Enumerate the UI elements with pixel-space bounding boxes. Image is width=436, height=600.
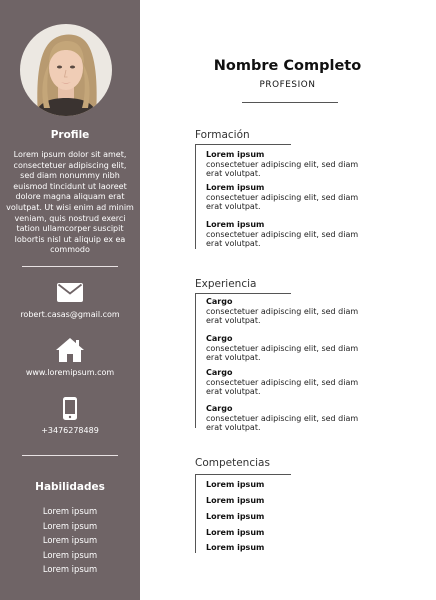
competencia-item: Lorem ipsum [206, 528, 265, 537]
section-bracket [195, 475, 198, 553]
sidebar [0, 0, 140, 600]
entry-heading: Cargo [206, 368, 233, 377]
experiencia-entry [206, 334, 366, 363]
section-rule [195, 293, 291, 294]
entry-text: consectetuer adipiscing elit, sed diam erat volutpat. [206, 343, 359, 363]
formacion-entry [206, 220, 366, 249]
competencia-item: Lorem ipsum [206, 496, 265, 505]
section-title-experiencia: Experiencia [195, 278, 257, 290]
profile-heading: Profile [50, 129, 90, 141]
full-name: Nombre Completo [213, 58, 362, 74]
entry-text: consectetuer adipiscing elit, sed diam erat volutpat. [206, 377, 359, 397]
section-title-competencias: Competencias [195, 457, 270, 469]
competencia-item: Lorem ipsum [206, 543, 265, 552]
skills-heading: Habilidades [35, 481, 105, 493]
phone-text: +3476278489 [41, 426, 99, 435]
entry-text: consectetuer adipiscing elit, sed diam erat volutpat. [206, 306, 359, 326]
profession: PROFESION [259, 80, 316, 90]
email-text[interactable]: robert.casas@gmail.com [20, 310, 120, 319]
entry-text: consectetuer adipiscing elit, sed diam erat volutpat. [206, 413, 359, 433]
envelope-icon [0, 283, 140, 302]
entry-text: consectetuer adipiscing elit, sed diam erat volutpat. [206, 192, 359, 212]
sidebar-divider [22, 455, 118, 456]
skill-item: Lorem ipsum [42, 564, 98, 575]
entry-heading: Cargo [206, 404, 233, 413]
competencia-item: Lorem ipsum [206, 512, 265, 521]
entry-heading: Cargo [206, 334, 233, 343]
skill-item: Lorem ipsum [42, 506, 98, 516]
skill-item: Lorem ipsum [42, 520, 98, 531]
home-icon [0, 337, 140, 363]
entry-heading: Cargo [206, 297, 233, 306]
experiencia-entry [206, 297, 366, 326]
section-bracket [195, 145, 198, 249]
skill-item: Lorem ipsum [42, 549, 98, 560]
experiencia-entry [206, 404, 366, 433]
mobile-phone-icon [0, 397, 140, 420]
entry-heading: Lorem ipsum [206, 220, 265, 229]
entry-heading: Lorem ipsum [206, 183, 265, 192]
skill-item: Lorem ipsum [42, 535, 98, 546]
section-rule [195, 474, 291, 475]
sidebar-divider [22, 266, 118, 267]
formacion-entry [206, 183, 366, 212]
entry-text: consectetuer adipiscing elit, sed diam erat volutpat. [206, 229, 359, 249]
section-title-formacion: Formación [195, 129, 250, 141]
profile-photo [20, 24, 112, 116]
entry-text: consectetuer adipiscing elit, sed diam erat volutpat. [206, 159, 359, 179]
profile-text: Lorem ipsum dolor sit amet, consectetuer adipiscing elit, sed diam nonummy nibh euismod tincidunt ut laoreet dolore magna aliquam erat volutpat. Ut wisi enim ad minim veniam, quis nostrud exerci tation ullamcorper suscipit lobortis nisl ut aliquip ex ea commodo [6, 150, 134, 255]
header-rule [242, 102, 338, 103]
experiencia-entry [206, 368, 366, 397]
section-rule [195, 144, 291, 145]
competencia-item: Lorem ipsum [206, 480, 265, 489]
entry-heading: Lorem ipsum [206, 150, 265, 159]
skills-list [0, 504, 140, 577]
website-text[interactable]: www.loremipsum.com [25, 368, 115, 377]
formacion-entry [206, 150, 366, 179]
section-bracket [195, 294, 198, 428]
